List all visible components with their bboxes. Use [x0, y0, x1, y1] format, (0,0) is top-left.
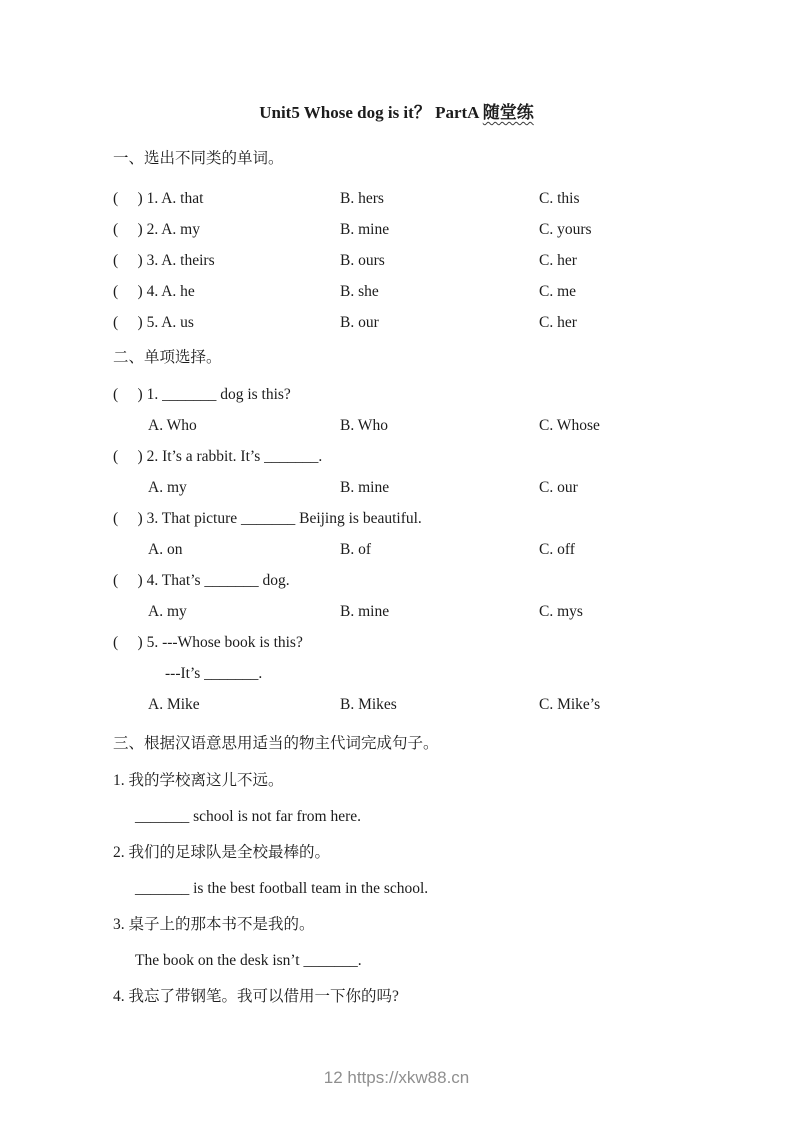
choice-row: [113, 219, 703, 250]
section-three-heading: 三、根据汉语意思用适当的物主代词完成句子。: [113, 735, 439, 752]
section-two-heading: 二、单项选择。: [113, 349, 222, 366]
section-two-questions: [113, 384, 703, 725]
options-row: [113, 539, 703, 570]
option-b: B. Mikes: [340, 696, 397, 713]
page-title: [0, 101, 793, 125]
choice-row: [113, 188, 703, 219]
option-c: C. mys: [539, 603, 583, 620]
option-b: B. mine: [340, 479, 390, 496]
option-b: B. she: [340, 283, 379, 300]
choice-row: [113, 312, 703, 343]
title-english: Unit5 Whose dog is it？ PartA: [259, 103, 479, 122]
option-a: A. Who: [148, 417, 197, 434]
chinese-sentence: 1. 我的学校离这儿不远。: [113, 772, 284, 789]
option-c: C. this: [539, 190, 580, 207]
options-row: [113, 601, 703, 632]
title-chinese: 随堂练: [482, 103, 534, 122]
option-b: B. Who: [340, 417, 388, 434]
question-stem: ( ) 5. ---Whose book is this?: [113, 634, 303, 651]
option-c: C. Whose: [539, 417, 600, 434]
choice-row-stem: ( ) 3. A. theirs: [113, 252, 215, 269]
option-b: B. mine: [340, 603, 390, 620]
option-c: C. me: [539, 283, 577, 300]
choice-row-stem: ( ) 4. A. he: [113, 283, 195, 300]
english-fill-in: _______ school is not far from here.: [135, 808, 361, 825]
option-b: B. of: [340, 541, 371, 558]
section-one-heading: 一、选出不同类的单词。: [113, 150, 284, 167]
question-stem-line2: ---It’s _______.: [165, 665, 263, 682]
question-stem: ( ) 4. That’s _______ dog.: [113, 572, 290, 589]
option-c: C. off: [539, 541, 575, 558]
english-fill-in: The book on the desk isn’t _______.: [135, 952, 362, 969]
option-a: A. my: [148, 479, 187, 496]
option-c: C. our: [539, 479, 578, 496]
options-row: [113, 415, 703, 446]
question-stem: ( ) 3. That picture _______ Beijing is beautiful.: [113, 510, 422, 527]
choice-row: [113, 281, 703, 312]
section-three-items: [113, 770, 703, 1022]
worksheet-body: [113, 148, 703, 1022]
option-b: B. our: [340, 314, 379, 331]
option-c: C. her: [539, 314, 577, 331]
option-c: C. Mike’s: [539, 696, 601, 713]
option-b: B. mine: [340, 221, 390, 238]
option-a: A. my: [148, 603, 187, 620]
chinese-sentence: 4. 我忘了带钢笔。我可以借用一下你的吗?: [113, 988, 399, 1005]
page-footer: 12 https://xkw88.cn: [323, 1068, 470, 1087]
option-a: A. Mike: [148, 696, 200, 713]
question-stem: ( ) 2. It’s a rabbit. It’s _______.: [113, 448, 323, 465]
options-row: [113, 694, 703, 725]
chinese-sentence: 3. 桌子上的那本书不是我的。: [113, 916, 315, 933]
option-a: A. on: [148, 541, 183, 558]
chinese-sentence: 2. 我们的足球队是全校最棒的。: [113, 844, 331, 861]
option-b: B. hers: [340, 190, 384, 207]
choice-row-stem: ( ) 5. A. us: [113, 314, 194, 331]
choice-row: [113, 250, 703, 281]
option-b: B. ours: [340, 252, 385, 269]
section-one-rows: [113, 188, 703, 343]
option-c: C. her: [539, 252, 577, 269]
choice-row-stem: ( ) 2. A. my: [113, 221, 200, 238]
question-stem: ( ) 1. _______ dog is this?: [113, 386, 291, 403]
option-c: C. yours: [539, 221, 592, 238]
english-fill-in: _______ is the best football team in the school.: [135, 880, 429, 897]
options-row: [113, 477, 703, 508]
choice-row-stem: ( ) 1. A. that: [113, 190, 204, 207]
